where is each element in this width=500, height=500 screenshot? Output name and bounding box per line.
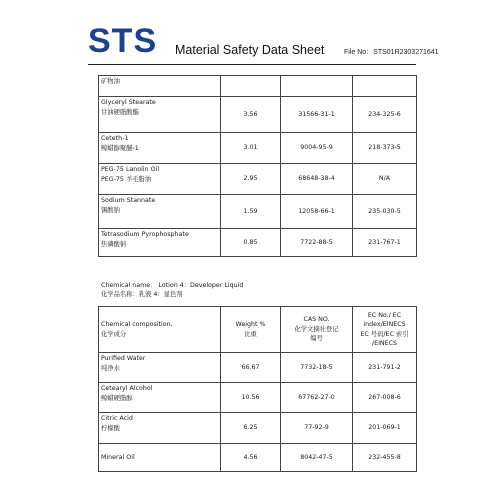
header-cas-cn: 化学文摘社登记 xyxy=(294,325,339,333)
ingredient-name-cn: 锡酸钠 xyxy=(101,206,120,214)
ingredient-name-cell xyxy=(99,353,221,383)
document-title: Material Safety Data Sheet xyxy=(175,43,325,57)
header-composition xyxy=(99,307,221,353)
ingredient-name-cn: 焦磷酸钠 xyxy=(101,240,127,248)
header-divider xyxy=(88,64,416,65)
header-ec-4: /EINECS xyxy=(371,340,398,347)
cas-cell xyxy=(281,76,353,97)
weight-cell: 2.95 xyxy=(221,164,281,195)
ingredient-name-en: Cetearyl Alcohol xyxy=(101,385,153,392)
ec-cell: 232-455-8 xyxy=(353,444,417,472)
table-row xyxy=(99,353,417,383)
cas-cell: 9004-95-9 xyxy=(281,133,353,164)
header-cas-en: CAS NO. xyxy=(303,316,330,324)
ingredient-name-cell xyxy=(99,76,221,97)
weight-cell: 1.59 xyxy=(221,195,281,229)
header-weight-cn: 比重 xyxy=(244,330,257,338)
composition-table xyxy=(98,306,417,472)
table-row xyxy=(99,76,417,97)
ingredient-name-cell xyxy=(99,164,221,195)
header-cas xyxy=(281,307,353,353)
weight-cell: 6.25 xyxy=(221,413,281,444)
table-row xyxy=(99,413,417,444)
ingredient-name-cell xyxy=(99,97,221,133)
weight-cell xyxy=(221,76,281,97)
ingredient-name-cell xyxy=(99,413,221,444)
header-ec-1: EC No./ EC xyxy=(367,311,402,319)
weight-cell: 4.56 xyxy=(221,444,281,472)
ingredient-name-cell xyxy=(99,229,221,257)
ingredient-name-cn: 柠檬酸 xyxy=(101,424,120,432)
ec-cell: 201-069-1 xyxy=(353,413,417,444)
header-ec-2: index/EINECS xyxy=(363,321,406,328)
ingredient-name-en: Citric Acid xyxy=(101,415,133,422)
ec-cell: 267-008-6 xyxy=(353,383,417,413)
ec-cell: 235-030-5 xyxy=(353,195,417,229)
chemical-name-en: Chemical name： Lotion 4：Developer Liquid xyxy=(101,282,244,289)
ingredient-name-cn: 甘油硬脂酸酯 xyxy=(101,108,139,116)
cas-cell: 7722-88-5 xyxy=(281,229,353,257)
cas-cell: 8042-47-5 xyxy=(281,444,353,472)
ingredient-name-en: 矿物油 xyxy=(101,78,120,85)
header-composition-en: Chemical composition, xyxy=(101,321,173,328)
ingredient-name-cn: PEG-75 羊毛脂油 xyxy=(101,175,152,183)
ingredient-name-cn: 鲸蜡醇聚醚-1 xyxy=(101,144,139,152)
ec-cell: 234-325-6 xyxy=(353,97,417,133)
ingredient-name-en: Purified Water xyxy=(101,355,146,362)
ingredient-name-cell xyxy=(99,195,221,229)
header-weight-en: Weight % xyxy=(235,321,266,328)
header-ec xyxy=(353,307,417,353)
document-header xyxy=(0,0,500,62)
weight-cell: 3.01 xyxy=(221,133,281,164)
table-row xyxy=(99,229,417,257)
ingredient-name-en: PEG-75 Lanolin Oil xyxy=(101,166,160,173)
weight-cell: 0.85 xyxy=(221,229,281,257)
cas-cell: 7732-18-5 xyxy=(281,353,353,383)
header-weight xyxy=(221,307,281,353)
cas-cell: 12058-66-1 xyxy=(281,195,353,229)
ingredient-name-en: Mineral Oil xyxy=(101,453,135,461)
ingredient-name-en: Ceteth-1 xyxy=(101,135,129,142)
file-number: File No：STS01R2303271641 xyxy=(344,49,439,56)
table-header-row xyxy=(99,307,417,353)
cas-cell: 68648-38-4 xyxy=(281,164,353,195)
table-row xyxy=(99,383,417,413)
ingredient-name-cell xyxy=(99,133,221,164)
ec-cell: 231-767-1 xyxy=(353,229,417,257)
sts-logo: STS xyxy=(88,22,158,60)
ingredient-name-cn: 纯净水 xyxy=(101,364,120,372)
table-row xyxy=(99,444,417,472)
ingredient-name-en: Sodium Stannate xyxy=(101,197,156,204)
ingredient-name-cn: 鲸蜡硬脂醇 xyxy=(101,394,133,402)
weight-cell: 66.67 xyxy=(221,353,281,383)
ingredient-name-cell xyxy=(99,383,221,413)
chemical-name-block xyxy=(101,281,243,299)
weight-cell: 3.56 xyxy=(221,97,281,133)
weight-cell: 10.56 xyxy=(221,383,281,413)
ec-cell: 218-373-5 xyxy=(353,133,417,164)
composition-table-continued xyxy=(98,75,417,257)
header-composition-cn: 化学成分 xyxy=(101,330,127,338)
table-row xyxy=(99,195,417,229)
table-row xyxy=(99,97,417,133)
header-ec-3: EC 号码/EC 索引 xyxy=(360,330,409,338)
ec-cell: N/A xyxy=(353,164,417,195)
table-row xyxy=(99,164,417,195)
cas-cell: 31566-31-1 xyxy=(281,97,353,133)
ingredient-name-cell xyxy=(99,444,221,472)
ec-cell xyxy=(353,76,417,97)
ingredient-name-en: Tetrasodium Pyrophosphate xyxy=(101,231,189,238)
chemical-name-cn: 化学品名称：乳液 4：显色剂 xyxy=(101,291,183,298)
table-row xyxy=(99,133,417,164)
cas-cell: 77-92-9 xyxy=(281,413,353,444)
ingredient-name-en: Glyceryl Stearate xyxy=(101,99,156,106)
ec-cell: 231-791-2 xyxy=(353,353,417,383)
header-cas-cn-2: 编号 xyxy=(310,335,323,343)
cas-cell: 67762-27-0 xyxy=(281,383,353,413)
